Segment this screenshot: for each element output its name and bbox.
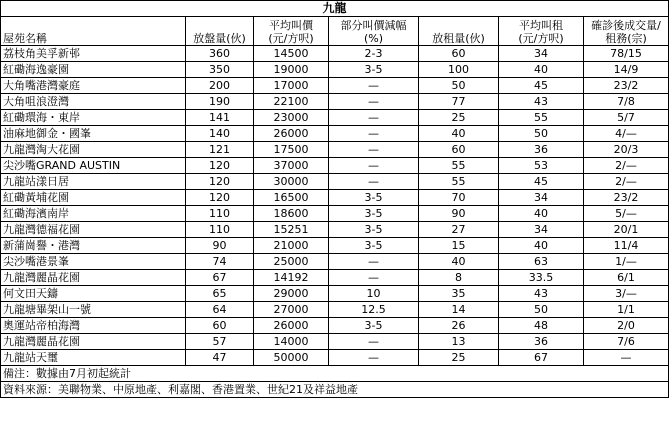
cell-price: 15251 [254, 222, 329, 238]
cell-cut: — [329, 94, 419, 110]
cell-cut: — [329, 334, 419, 350]
cell-cut: 2-3 [329, 46, 419, 62]
cell-ratio: 2/0 [584, 318, 669, 334]
cell-price: 19000 [254, 62, 329, 78]
cell-ratio: 11/4 [584, 238, 669, 254]
cell-supply: 350 [186, 62, 254, 78]
cell-cut: 3-5 [329, 222, 419, 238]
cell-supply: 360 [186, 46, 254, 62]
cell-cut: — [329, 254, 419, 270]
cell-rent: 55 [499, 110, 584, 126]
table-row [1, 142, 669, 158]
cell-rent: 45 [499, 78, 584, 94]
table-row [1, 318, 669, 334]
cell-name: 九龍灣麗晶花園 [1, 334, 186, 350]
cell-ratio: 4/— [584, 126, 669, 142]
header-rent-supply: 放租量(伙) [419, 17, 499, 46]
cell-rent-supply: 14 [419, 302, 499, 318]
table-row [1, 222, 669, 238]
cell-price: 23000 [254, 110, 329, 126]
cell-supply: 141 [186, 110, 254, 126]
cell-price: 29000 [254, 286, 329, 302]
cell-rent-supply: 100 [419, 62, 499, 78]
table-row [1, 62, 669, 78]
cell-supply: 110 [186, 222, 254, 238]
cell-rent-supply: 13 [419, 334, 499, 350]
cell-cut: — [329, 174, 419, 190]
table-row [1, 94, 669, 110]
cell-rent: 45 [499, 174, 584, 190]
table-body [1, 46, 669, 366]
cell-rent: 48 [499, 318, 584, 334]
cell-name: 九龍灣麗晶花園 [1, 270, 186, 286]
cell-ratio: 23/2 [584, 78, 669, 94]
table-row [1, 158, 669, 174]
cell-ratio: 7/6 [584, 334, 669, 350]
cell-rent: 40 [499, 238, 584, 254]
cell-rent-supply: 55 [419, 158, 499, 174]
cell-cut: — [329, 142, 419, 158]
cell-price: 22100 [254, 94, 329, 110]
header-supply: 放盤量(伙) [186, 17, 254, 46]
cell-name: 何文田天鑄 [1, 286, 186, 302]
cell-supply: 110 [186, 206, 254, 222]
cell-name: 大角嘴港灣豪庭 [1, 78, 186, 94]
header-avg-ask-price: 平均叫價 (元/方呎) [254, 17, 329, 46]
cell-cut: — [329, 110, 419, 126]
cell-name: 紅磡海濱南岸 [1, 206, 186, 222]
cell-price: 16500 [254, 190, 329, 206]
cell-price: 21000 [254, 238, 329, 254]
cell-name: 九龍站漾日居 [1, 174, 186, 190]
cell-price: 17000 [254, 78, 329, 94]
cell-rent: 43 [499, 286, 584, 302]
cell-rent-supply: 25 [419, 350, 499, 366]
table-row [1, 302, 669, 318]
source-row [1, 382, 669, 398]
cell-rent: 34 [499, 222, 584, 238]
table-row [1, 254, 669, 270]
cell-name: 九龍站天璽 [1, 350, 186, 366]
cell-name: 大角咀浪澄灣 [1, 94, 186, 110]
cell-rent-supply: 50 [419, 78, 499, 94]
cell-rent-supply: 60 [419, 46, 499, 62]
cell-rent-supply: 55 [419, 174, 499, 190]
cell-rent-supply: 8 [419, 270, 499, 286]
cell-price: 18600 [254, 206, 329, 222]
cell-supply: 120 [186, 174, 254, 190]
cell-rent-supply: 40 [419, 126, 499, 142]
cell-supply: 60 [186, 318, 254, 334]
cell-rent: 50 [499, 126, 584, 142]
cell-rent: 33.5 [499, 270, 584, 286]
cell-rent-supply: 90 [419, 206, 499, 222]
cell-supply: 47 [186, 350, 254, 366]
cell-ratio: 23/2 [584, 190, 669, 206]
cell-name: 紅磡海逸豪園 [1, 62, 186, 78]
cell-price: 30000 [254, 174, 329, 190]
title-row [1, 1, 669, 17]
cell-name: 新蒲崗譽・港灣 [1, 238, 186, 254]
cell-name: 油麻地御金・國峯 [1, 126, 186, 142]
cell-rent: 50 [499, 302, 584, 318]
table-row [1, 78, 669, 94]
table-row [1, 46, 669, 62]
cell-rent: 34 [499, 46, 584, 62]
cell-price: 26000 [254, 126, 329, 142]
cell-cut: 3-5 [329, 318, 419, 334]
cell-cut: 3-5 [329, 190, 419, 206]
cell-cut: 12.5 [329, 302, 419, 318]
cell-ratio: 1/1 [584, 302, 669, 318]
table-row [1, 286, 669, 302]
cell-ratio: 78/15 [584, 46, 669, 62]
header-ratio: 確診後成交量/ 租務(宗) [584, 17, 669, 46]
cell-ratio: 2/— [584, 158, 669, 174]
cell-ratio: 1/— [584, 254, 669, 270]
table-title: 九龍 [1, 1, 669, 17]
cell-rent: 40 [499, 206, 584, 222]
cell-supply: 67 [186, 270, 254, 286]
table-row [1, 126, 669, 142]
cell-ratio: 20/3 [584, 142, 669, 158]
cell-rent-supply: 15 [419, 238, 499, 254]
cell-rent: 43 [499, 94, 584, 110]
cell-rent-supply: 25 [419, 110, 499, 126]
cell-price: 17500 [254, 142, 329, 158]
cell-supply: 121 [186, 142, 254, 158]
cell-cut: 3-5 [329, 238, 419, 254]
cell-ratio: 7/8 [584, 94, 669, 110]
cell-supply: 90 [186, 238, 254, 254]
cell-name: 荔枝角美孚新邨 [1, 46, 186, 62]
cell-rent: 53 [499, 158, 584, 174]
header-row [1, 17, 669, 46]
cell-ratio: 5/7 [584, 110, 669, 126]
cell-name: 奧運站帝柏海灣 [1, 318, 186, 334]
cell-rent-supply: 35 [419, 286, 499, 302]
table-row [1, 238, 669, 254]
cell-supply: 190 [186, 94, 254, 110]
cell-rent-supply: 27 [419, 222, 499, 238]
cell-supply: 65 [186, 286, 254, 302]
note-row [1, 366, 669, 382]
table-row [1, 334, 669, 350]
cell-name: 九龍灣德福花園 [1, 222, 186, 238]
table-row [1, 270, 669, 286]
cell-cut: — [329, 158, 419, 174]
table-row [1, 190, 669, 206]
cell-price: 37000 [254, 158, 329, 174]
cell-price: 27000 [254, 302, 329, 318]
cell-price: 14192 [254, 270, 329, 286]
header-price-cut: 部分叫價減幅 (%) [329, 17, 419, 46]
cell-name: 紅磡環海・東岸 [1, 110, 186, 126]
cell-supply: 140 [186, 126, 254, 142]
cell-supply: 200 [186, 78, 254, 94]
cell-cut: — [329, 350, 419, 366]
cell-rent: 63 [499, 254, 584, 270]
cell-rent-supply: 26 [419, 318, 499, 334]
header-name: 屋苑名稱 [1, 17, 186, 46]
cell-rent-supply: 40 [419, 254, 499, 270]
cell-name: 紅磡黃埔花園 [1, 190, 186, 206]
cell-cut: — [329, 126, 419, 142]
cell-supply: 120 [186, 190, 254, 206]
note-text: 備注：數據由7月初起統計 [1, 366, 669, 382]
cell-rent: 67 [499, 350, 584, 366]
cell-cut: — [329, 78, 419, 94]
cell-rent-supply: 70 [419, 190, 499, 206]
cell-name: 九龍灣淘大花園 [1, 142, 186, 158]
cell-rent: 40 [499, 62, 584, 78]
cell-ratio: 20/1 [584, 222, 669, 238]
cell-name: 九龍塘畢架山一號 [1, 302, 186, 318]
cell-price: 25000 [254, 254, 329, 270]
cell-ratio: 6/1 [584, 270, 669, 286]
table-row [1, 174, 669, 190]
cell-rent: 36 [499, 334, 584, 350]
cell-rent: 36 [499, 142, 584, 158]
cell-ratio: — [584, 350, 669, 366]
cell-cut: 3-5 [329, 206, 419, 222]
cell-supply: 120 [186, 158, 254, 174]
cell-price: 14000 [254, 334, 329, 350]
cell-cut: — [329, 270, 419, 286]
cell-supply: 57 [186, 334, 254, 350]
table-row [1, 350, 669, 366]
cell-cut: 3-5 [329, 62, 419, 78]
header-avg-rent: 平均叫租 (元/方呎) [499, 17, 584, 46]
cell-name: 尖沙嘴GRAND AUSTIN [1, 158, 186, 174]
cell-name: 尖沙嘴港景峯 [1, 254, 186, 270]
cell-ratio: 14/9 [584, 62, 669, 78]
cell-rent: 34 [499, 190, 584, 206]
cell-rent-supply: 60 [419, 142, 499, 158]
cell-supply: 74 [186, 254, 254, 270]
table-row [1, 110, 669, 126]
cell-price: 26000 [254, 318, 329, 334]
cell-cut: 10 [329, 286, 419, 302]
cell-rent-supply: 77 [419, 94, 499, 110]
cell-ratio: 2/— [584, 174, 669, 190]
cell-price: 50000 [254, 350, 329, 366]
cell-supply: 64 [186, 302, 254, 318]
table-row [1, 206, 669, 222]
cell-ratio: 3/— [584, 286, 669, 302]
cell-ratio: 5/— [584, 206, 669, 222]
cell-price: 14500 [254, 46, 329, 62]
source-text: 資料來源：美聯物業、中原地產、利嘉閣、香港置業、世紀21及祥益地產 [1, 382, 669, 398]
